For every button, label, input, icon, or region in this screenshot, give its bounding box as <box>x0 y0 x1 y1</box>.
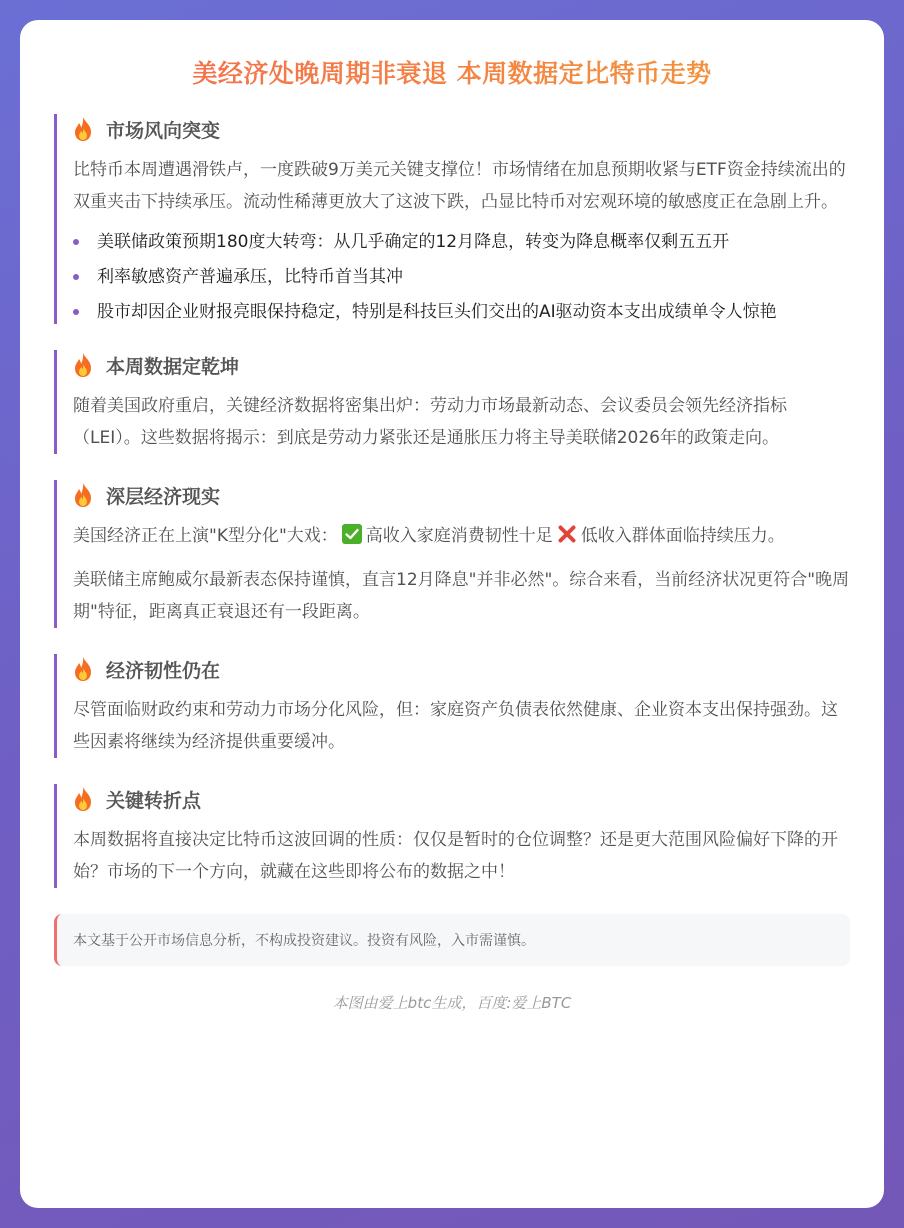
page-title: 美经济处晚周期非衰退 本周数据定比特币走势 <box>54 54 850 90</box>
footer-credit: 本图由爱上btc生成，百度:爱上BTC <box>332 994 572 1012</box>
section-resilience <box>54 654 850 758</box>
section-paragraph: 随着美国政府重启，关键经济数据将密集出炉：劳动力市场最新动态、会议委员会领先经济指标（LEI）。这些数据将揭示：到底是劳动力紧张还是通胀压力将主导美联储2026年的政策走向。 <box>73 396 787 448</box>
fire-icon <box>73 352 93 378</box>
section-data-decides <box>54 350 850 454</box>
section-header <box>73 784 850 814</box>
section-heading: 经济韧性仍在 <box>106 659 221 682</box>
fire-icon <box>73 482 93 508</box>
section-paragraph: 比特币本周遭遇滑铁卢，一度跌破9万美元关键支撑位！市场情绪在加息预期收紧与ETF资金持续流出的双重夹击下持续承压。流动性稀薄更放大了这波下跌，凸显比特币对宏观环境的敏感度正在急剧上升。 <box>73 160 846 212</box>
section-header <box>73 114 850 144</box>
k-shape-high-income: 高收入家庭消费韧性十足 <box>365 526 553 546</box>
section-heading: 市场风向突变 <box>106 119 221 142</box>
fire-icon <box>73 786 93 812</box>
k-shape-low-income: 低收入群体面临持续压力。 <box>580 526 785 546</box>
k-shape-paragraph <box>73 520 850 552</box>
list-item: 美联储政策预期180度大转弯：从几乎确定的12月降息，转变为降息概率仅剩五五开 <box>73 230 850 254</box>
section-heading: 深层经济现实 <box>106 485 221 508</box>
article-card <box>20 20 884 1208</box>
section-paragraph: 本周数据将直接决定比特币这波回调的性质：仅仅是暂时的仓位调整？还是更大范围风险偏好下降的开始？市场的下一个方向，就藏在这些即将公布的数据之中！ <box>73 830 838 882</box>
check-icon <box>342 524 362 544</box>
section-header <box>73 654 850 684</box>
section-header <box>73 480 850 510</box>
fire-icon <box>73 656 93 682</box>
cross-icon <box>557 524 577 544</box>
section-paragraph: 美联储主席鲍威尔最新表态保持谨慎，直言12月降息"并非必然"。综合来看，当前经济状况更符合"晚周期"特征，距离真正衰退还有一段距离。 <box>73 570 850 622</box>
section-turning-point <box>54 784 850 888</box>
fire-icon <box>73 116 93 142</box>
bullet-list <box>73 230 850 324</box>
section-economic-reality <box>54 480 850 628</box>
list-item: 股市却因企业财报亮眼保持稳定，特别是科技巨头们交出的AI驱动资本支出成绩单令人惊艳 <box>73 300 850 324</box>
section-market-shift <box>54 114 850 324</box>
section-heading: 本周数据定乾坤 <box>106 355 240 378</box>
section-heading: 关键转折点 <box>106 789 202 812</box>
section-header <box>73 350 850 380</box>
section-paragraph: 尽管面临财政约束和劳动力市场分化风险，但：家庭资产负债表依然健康、企业资本支出保持强劲。这些因素将继续为经济提供重要缓冲。 <box>73 700 838 752</box>
k-shape-intro: 美国经济正在上演"K型分化"大戏： <box>73 526 338 546</box>
disclaimer-box: 本文基于公开市场信息分析，不构成投资建议。投资有风险，入市需谨慎。 <box>54 914 850 966</box>
list-item: 利率敏感资产普遍承压，比特币首当其冲 <box>73 265 850 289</box>
